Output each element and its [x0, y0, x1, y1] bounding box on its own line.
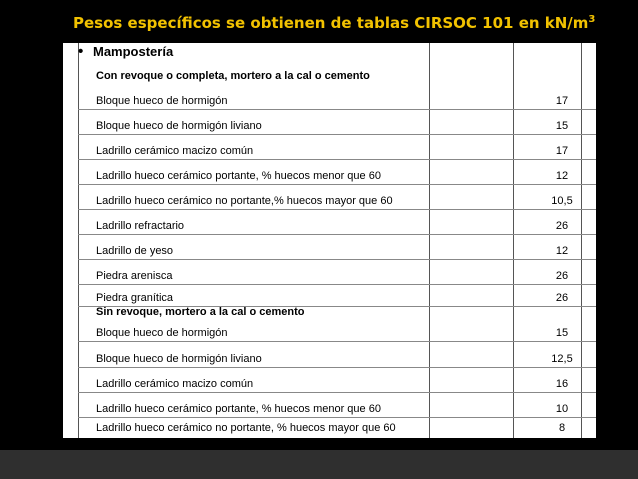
- row-value: 10: [555, 403, 569, 415]
- row-value: 26: [555, 292, 569, 304]
- table-row: [78, 285, 596, 307]
- slide-title-superscript: 3: [588, 14, 596, 25]
- row-label: Ladrillo refractario: [96, 220, 185, 232]
- row-value: 16: [555, 378, 569, 390]
- row-value: 15: [555, 327, 569, 339]
- table-row: [78, 185, 596, 210]
- bullet-icon: •: [78, 43, 84, 60]
- table-row: [78, 319, 596, 342]
- row-label: Bloque hueco de hormigón: [96, 327, 228, 339]
- row-label: Bloque hueco de hormigón: [96, 95, 228, 107]
- row-value: 17: [555, 145, 569, 157]
- row-label: Ladrillo hueco cerámico portante, % huecos menor que 60: [96, 170, 381, 182]
- section-title: Con revoque o completa, mortero a la cal o cemento: [96, 70, 370, 82]
- table-row: [78, 89, 596, 110]
- section-title: Sin revoque, mortero a la cal o cemento: [96, 306, 305, 318]
- row-label: Piedra granítica: [96, 292, 174, 304]
- row-label: Ladrillo cerámico macizo común: [96, 378, 254, 390]
- row-label: Ladrillo hueco cerámico portante, % huecos menor que 60: [96, 403, 381, 415]
- table-heading: Mampostería: [93, 44, 174, 59]
- table-row: [78, 235, 596, 260]
- row-value: 12,5: [551, 353, 573, 365]
- table-row: [78, 393, 596, 418]
- row-value: 26: [555, 220, 569, 232]
- table-row: [78, 110, 596, 135]
- table-row: [78, 160, 596, 185]
- row-label: Ladrillo hueco cerámico no portante, % huecos mayor que 60: [96, 422, 396, 434]
- row-value: 12: [555, 170, 569, 182]
- table-row: [78, 135, 596, 160]
- slide-title-text: Pesos específicos se obtienen de tablas CIRSOC 101 en kN/m: [73, 14, 589, 32]
- table-row: [78, 418, 596, 436]
- row-value: 26: [555, 270, 569, 282]
- row-value: 10,5: [551, 195, 573, 207]
- row-label: Bloque hueco de hormigón liviano: [96, 353, 262, 365]
- row-value: 8: [558, 422, 566, 434]
- row-label: Bloque hueco de hormigón liviano: [96, 120, 262, 132]
- slide-footer-bar: [0, 450, 638, 479]
- table-row: [78, 342, 596, 368]
- row-label: Ladrillo de yeso: [96, 245, 174, 257]
- slide-title: [73, 14, 633, 32]
- table-row: [78, 210, 596, 235]
- row-label: Ladrillo hueco cerámico no portante,% huecos mayor que 60: [96, 195, 393, 207]
- specific-weights-table: [63, 43, 596, 438]
- table-row: [78, 368, 596, 393]
- row-value: 12: [555, 245, 569, 257]
- table-row: [78, 260, 596, 285]
- row-value: 15: [555, 120, 569, 132]
- row-label: Ladrillo cerámico macizo común: [96, 145, 254, 157]
- row-value: 17: [555, 95, 569, 107]
- row-label: Piedra arenisca: [96, 270, 173, 282]
